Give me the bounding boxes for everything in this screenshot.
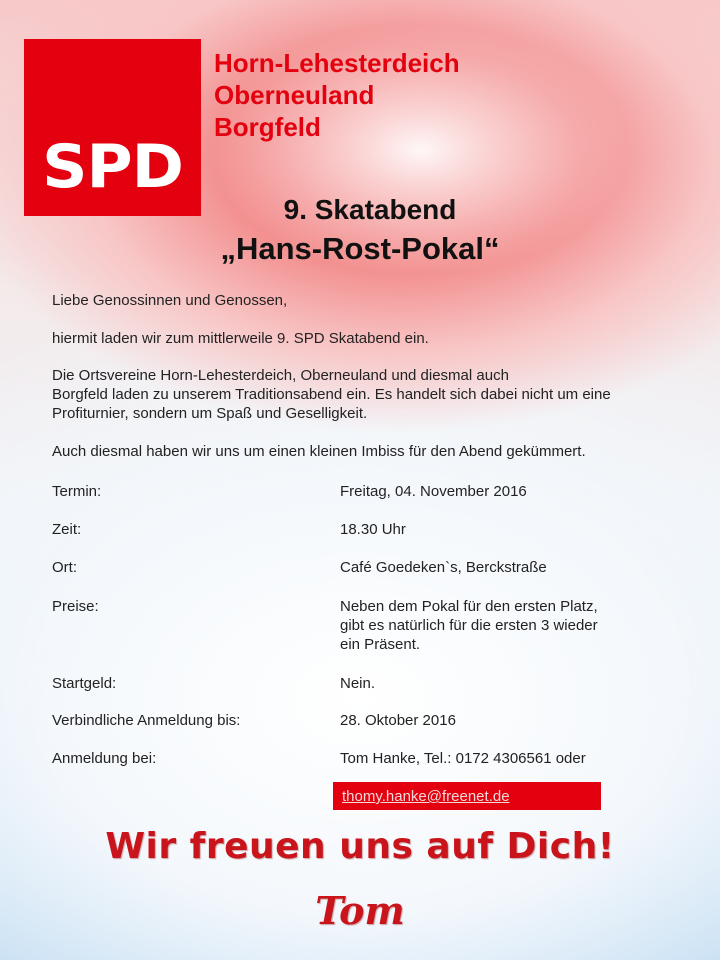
detail-value-anmeldung-bis: 28. Oktober 2016 (340, 712, 456, 729)
description-line: Borgfeld laden zu unserem Traditionsabend ein. Es handelt sich dabei nicht um eine (52, 386, 611, 403)
spd-logo (24, 39, 201, 216)
description-line: Profiturnier, sondern um Spaß und Geselligkeit. (52, 405, 368, 422)
detail-label-preise: Preise: (52, 598, 99, 615)
org-names (214, 47, 460, 143)
food-note: Auch diesmal haben wir uns um einen kleinen Imbiss für den Abend gekümmert. (52, 443, 586, 460)
detail-label-startgeld: Startgeld: (52, 675, 117, 692)
org-name-borgfeld: Borgfeld (214, 112, 321, 142)
detail-value-preise (340, 597, 640, 654)
detail-value-startgeld: Nein. (340, 675, 376, 692)
description-line: Die Ortsvereine Horn-Lehesterdeich, Oberneuland und diesmal auch (52, 367, 509, 384)
detail-value-ort: Café Goedeken`s, Berckstraße (340, 559, 547, 576)
org-name-oberneuland: Oberneuland (214, 80, 375, 110)
detail-label-zeit: Zeit: (52, 521, 82, 538)
detail-value-anmeldung-bei: Tom Hanke, Tel.: 0172 4306561 oder (340, 750, 586, 767)
signature: Tom (315, 888, 405, 933)
email-box (333, 782, 601, 810)
description-paragraph (52, 366, 672, 423)
detail-label-anmeldung-bei: Anmeldung bei: (52, 750, 157, 767)
detail-label-termin: Termin: (52, 483, 102, 500)
event-title: 9. Skatabend (283, 194, 457, 225)
detail-label-anmeldung-bis: Verbindliche Anmeldung bis: (52, 712, 241, 729)
detail-label-ort: Ort: (52, 559, 77, 576)
org-name-horn: Horn-Lehesterdeich (214, 48, 460, 78)
greeting: Liebe Genossinnen und Genossen, (52, 292, 288, 309)
detail-value-zeit: 18.30 Uhr (340, 521, 406, 538)
slogan: Wir freuen uns auf Dich! (105, 826, 615, 867)
preise-line: gibt es natürlich für die ersten 3 wieder (340, 617, 598, 634)
event-subtitle: „Hans-Rost-Pokal“ (220, 231, 500, 266)
logo-text: SPD (42, 132, 183, 202)
preise-line: ein Präsent. (340, 636, 421, 653)
preise-line: Neben dem Pokal für den ersten Platz, (340, 598, 598, 615)
intro-text: hiermit laden wir zum mittlerweile 9. SPD Skatabend ein. (52, 330, 429, 347)
detail-value-termin: Freitag, 04. November 2016 (340, 483, 527, 500)
email-link[interactable]: thomy.hanke@freenet.de (342, 788, 510, 805)
